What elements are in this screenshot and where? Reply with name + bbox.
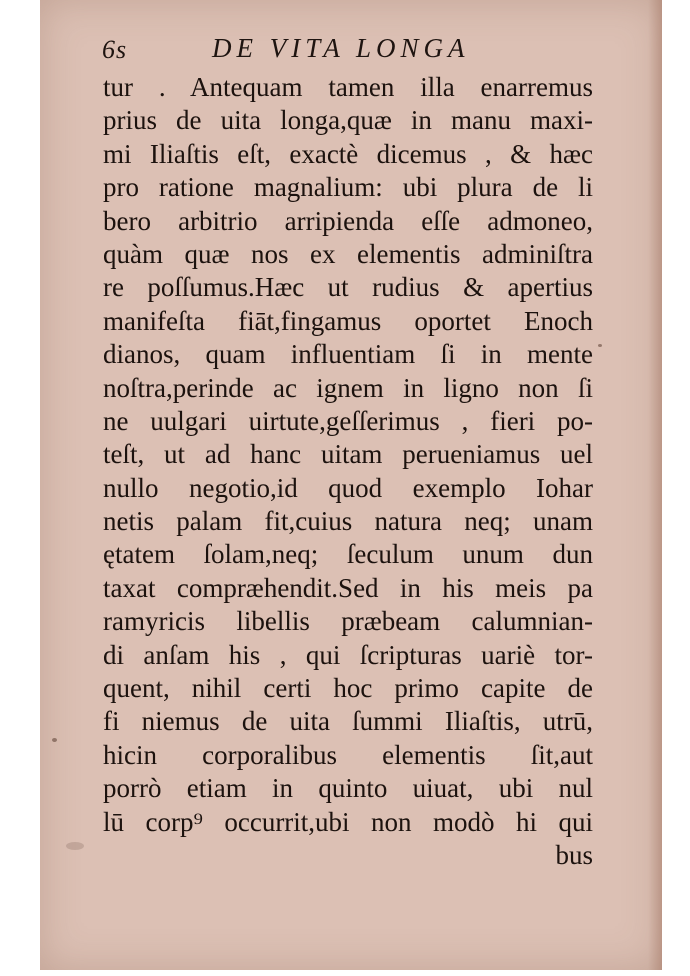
text-line: lū corp⁹ occurrit,ubi non modò hi qui	[103, 806, 593, 837]
book-page	[40, 0, 662, 970]
page-edge-shadow	[648, 0, 662, 970]
catchword: bus	[555, 839, 593, 870]
text-line: teſt, ut ad hanc uitam perueniamus uel	[103, 439, 593, 470]
text-line: tur . Antequam tamen illa enarremus	[103, 72, 593, 102]
text-line: porrò etiam in quinto uiuat, ubi nul	[103, 773, 593, 804]
text-line: ne uulgari uirtute,geſſerimus , fieri po-	[103, 405, 593, 436]
page-header	[102, 33, 582, 69]
page-number: 6s	[102, 35, 128, 64]
ink-speck	[598, 344, 602, 347]
text-line: nullo negotio,id quod exemplo Iohar	[103, 472, 593, 503]
body-text	[103, 71, 593, 872]
text-line: mi Iliaſtis eſt, exactè dicemus , & hæc	[103, 138, 593, 169]
text-line: hicin corporalibus elementis ſit,aut	[103, 739, 593, 770]
text-line: quent, nihil certi hoc primo capite de	[103, 673, 593, 704]
text-line: quàm quæ nos ex elementis adminiſtra	[103, 238, 593, 269]
text-line: prius de uita longa,quæ in manu maxi-	[103, 105, 593, 136]
text-line: pro ratione magnalium: ubi plura de li	[103, 172, 593, 203]
text-line: manifeſta fiāt,fingamus oportet Enoch	[103, 305, 593, 336]
ink-speck	[66, 842, 84, 850]
text-line: di anſam his , qui ſcripturas uariè tor-	[103, 639, 593, 670]
text-line: ętatem ſolam,neq; ſeculum unum dun	[103, 539, 593, 570]
text-line: re poſſumus.Hæc ut rudius & apertius	[103, 272, 593, 303]
text-line: noſtra,perinde ac ignem in ligno non ſi	[103, 372, 593, 403]
text-line: netis palam fit,cuius natura neq; unam	[103, 506, 593, 537]
text-line: ramyricis libellis præbeam calumnian-	[103, 606, 593, 637]
text-line: fi niemus de uita ſummi Iliaſtis, utrū,	[103, 706, 593, 737]
text-line: bero arbitrio arripienda eſſe admoneo,	[103, 205, 593, 236]
ink-speck	[52, 738, 57, 742]
text-line: taxat compræhendit.Sed in his meis pa	[103, 572, 593, 603]
text-line: dianos, quam influentiam ſi in mente	[103, 339, 593, 370]
running-title: DE VITA LONGA	[212, 33, 470, 63]
